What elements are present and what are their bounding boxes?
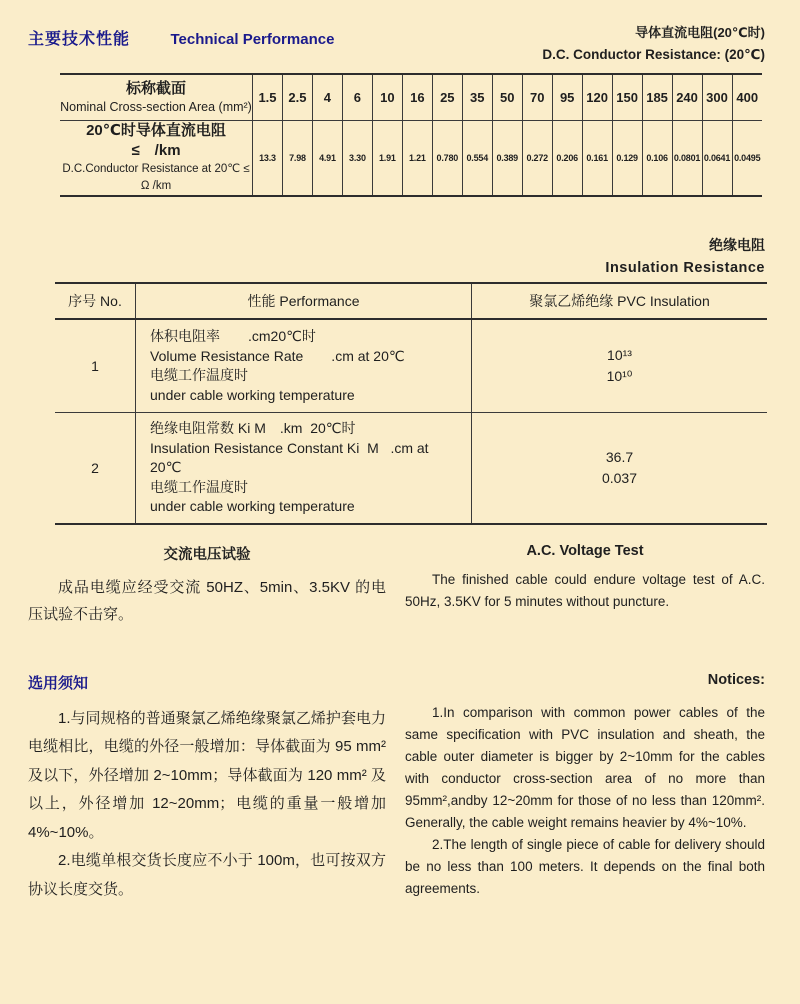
cross-section-label-en: Nominal Cross-section Area (mm²) <box>60 100 252 114</box>
dc-resistance-heading-en: D.C. Conductor Resistance: (20℃) <box>542 47 765 62</box>
resistance-value: 7.98 <box>282 121 312 197</box>
cross-section-value: 35 <box>462 74 492 121</box>
insulation-heading-zh: 绝缘电阻 <box>709 237 765 253</box>
resistance-value: 0.554 <box>462 121 492 197</box>
performance-line: under cable working temperature <box>150 498 355 514</box>
resistance-value: 1.91 <box>372 121 402 197</box>
page-title-en: Technical Performance <box>170 31 335 48</box>
resistance-value: 0.0495 <box>732 121 762 197</box>
insulation-value: 0.037 <box>601 469 638 486</box>
cross-section-value: 300 <box>702 74 732 121</box>
notice-item-en: 1.In comparison with common power cables of the same specification with PVC insulation and sheath, the cable outer diameter is bigger by 2~10mm for the cables with conductor cross-section area of no more than 95mm²,andby 12~20mm for those of no less than 120mm². Generally, the cable weight remains heavier by 4%~10%. <box>405 704 765 830</box>
cross-section-value: 2.5 <box>282 74 312 121</box>
resistance-value: 0.0801 <box>672 121 702 197</box>
insulation-table-header <box>55 283 767 319</box>
insulation-value: 10¹⁰ <box>606 368 633 384</box>
resistance-label-zh: 20℃时导体直流电阻 ≤ /km <box>86 122 226 159</box>
resistance-value: 4.91 <box>312 121 342 197</box>
performance-line: under cable working temperature <box>150 386 355 403</box>
notices-heading-zh: 选用须知 <box>28 674 89 692</box>
resistance-row <box>60 121 762 197</box>
resistance-value: 0.0641 <box>702 121 732 197</box>
resistance-value: 0.129 <box>612 121 642 197</box>
notice-item-en: 2.The length of single piece of cable for delivery should be no less than 100 meters. It depends on the final both agreements. <box>405 836 765 896</box>
table-row <box>55 319 767 413</box>
resistance-value: 0.780 <box>432 121 462 197</box>
dc-resistance-heading-zh: 导体直流电阻(20℃时) <box>635 25 765 40</box>
dc-resistance-table <box>60 73 762 197</box>
performance-line: 电缆工作温度时 <box>150 367 248 383</box>
insulation-value: 36.7 <box>605 448 634 465</box>
ac-voltage-test-section <box>28 543 765 628</box>
row-number: 2 <box>91 459 99 476</box>
cross-section-label-zh: 标称截面 <box>125 80 186 97</box>
resistance-value: 0.161 <box>582 121 612 197</box>
ac-test-body-en: The finished cable could endure voltage test of A.C. 50Hz, 3.5KV for 5 minutes without puncture. <box>405 571 765 609</box>
notice-item-zh: 2.电缆单根交货长度应不小于 100m，也可按双方协议长度交货。 <box>28 852 386 898</box>
ac-test-heading-zh: 交流电压试验 <box>163 546 251 563</box>
notices-en <box>405 672 765 905</box>
cross-section-value: 240 <box>672 74 702 121</box>
resistance-value: 1.21 <box>402 121 432 197</box>
cross-section-value: 16 <box>402 74 432 121</box>
cross-section-value: 6 <box>342 74 372 121</box>
insulation-value: 10¹³ <box>607 347 632 363</box>
cross-section-value: 95 <box>552 74 582 121</box>
insulation-resistance-table <box>55 282 767 525</box>
notices-heading-en: Notices: <box>707 671 765 688</box>
resistance-value: 0.206 <box>552 121 582 197</box>
notices-zh <box>28 672 386 905</box>
cross-section-value: 400 <box>732 74 762 121</box>
page-header <box>28 22 765 63</box>
ac-test-body-zh: 成品电缆应经受交流 50HZ、5min、3.5KV 的电压试验不击穿。 <box>28 578 386 623</box>
performance-line: Insulation Resistance Constant Ki M .cm at 20℃ <box>150 439 433 475</box>
resistance-row-label <box>60 121 253 197</box>
ac-test-zh <box>28 543 386 628</box>
cross-section-value: 150 <box>612 74 642 121</box>
table-row <box>55 413 767 524</box>
cross-section-value: 120 <box>582 74 612 121</box>
column-header-pvc-insulation: 聚氯乙烯绝缘 PVC Insulation <box>472 283 768 319</box>
cross-section-value: 50 <box>492 74 522 121</box>
ac-test-en <box>405 543 765 628</box>
performance-line: 体积电阻率 .cm20℃时 <box>150 328 316 344</box>
cross-section-row <box>60 74 762 121</box>
resistance-label-en: D.C.Conductor Resistance at 20℃ ≤ Ω /km <box>62 163 250 192</box>
row-number: 1 <box>55 319 136 413</box>
resistance-value: 0.272 <box>522 121 552 197</box>
insulation-value-cell <box>472 319 768 413</box>
notices-section <box>28 672 765 905</box>
ac-test-heading-en: A.C. Voltage Test <box>526 542 644 559</box>
cross-section-value: 185 <box>642 74 672 121</box>
cross-section-row-label <box>60 74 253 121</box>
insulation-heading-en: Insulation Resistance <box>605 260 765 276</box>
performance-line: 绝缘电阻常数 Ki M .km 20℃时 <box>150 420 356 436</box>
page-title <box>28 22 334 49</box>
cross-section-value: 10 <box>372 74 402 121</box>
resistance-value: 3.30 <box>342 121 372 197</box>
insulation-resistance-heading <box>28 235 765 276</box>
performance-line: Volume Resistance Rate .cm at 20℃ <box>150 347 405 364</box>
cross-section-value: 1.5 <box>253 74 283 121</box>
column-header-no: 序号 No. <box>55 283 136 319</box>
page-title-zh: 主要技术性能 <box>28 31 131 48</box>
column-header-performance: 性能 Performance <box>136 283 472 319</box>
performance-cell <box>136 413 472 524</box>
cross-section-value: 25 <box>432 74 462 121</box>
insulation-value-cell <box>472 413 768 524</box>
resistance-value: 0.106 <box>642 121 672 197</box>
performance-line: 电缆工作温度时 <box>150 478 248 495</box>
performance-cell <box>136 319 472 413</box>
resistance-value: 13.3 <box>253 121 283 197</box>
resistance-value: 0.389 <box>492 121 522 197</box>
notice-item-zh: 1.与同规格的普通聚氯乙烯绝缘聚氯乙烯护套电力电缆相比，电缆的外径一般增加：导体截面为 95 mm² 及以下，外径增加 2~10mm；导体截面为 120 mm² 及以上，外径增加 12~20mm；电缆的重量一般增加 4%~10%。 <box>28 709 386 841</box>
dc-resistance-heading <box>542 22 765 63</box>
cross-section-value: 4 <box>312 74 342 121</box>
cross-section-value: 70 <box>522 74 552 121</box>
